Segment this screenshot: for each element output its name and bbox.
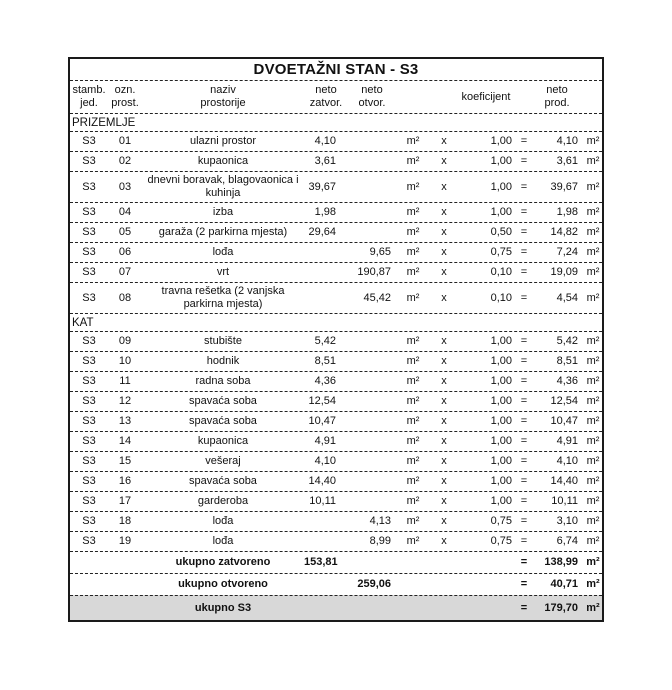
total-label: ukupno S3 (194, 601, 252, 614)
table-row (70, 371, 602, 391)
total-closed-cell (304, 599, 348, 618)
net-sale-cell: 4,36 (556, 375, 578, 387)
times-sign: x (441, 355, 447, 367)
header-row (70, 80, 602, 113)
equals-sign: = (520, 578, 528, 590)
spacer-cell (430, 575, 458, 594)
spacer-cell (458, 599, 514, 618)
code-cell: 16 (118, 475, 132, 487)
table-row (70, 531, 602, 551)
section-label: KAT (72, 316, 94, 329)
net-closed-cell (304, 512, 348, 531)
spacer-cell (396, 575, 430, 594)
net-closed-cell: 5,42 (314, 335, 336, 347)
coefficient-cell: 0,10 (490, 291, 512, 304)
room-name-cell: travna rešetka (2 vanjska parkirna mjesta) (161, 285, 285, 310)
unit-cell: S3 (82, 266, 96, 278)
times-sign: x (441, 206, 447, 218)
header-col-7 (430, 88, 458, 107)
net-open-cell: 45,42 (363, 291, 391, 304)
sq-unit-cell: m² (406, 246, 420, 258)
unit-cell: S3 (82, 180, 96, 193)
total-row (70, 573, 602, 595)
coefficient-cell: 1,00 (490, 180, 512, 193)
sq-unit-cell: m² (586, 495, 600, 507)
code-cell: 18 (118, 515, 132, 527)
header-col-9 (514, 88, 534, 107)
section-row (70, 113, 602, 131)
code-cell: 13 (118, 415, 132, 427)
net-open-cell (348, 152, 396, 171)
coefficient-cell: 0,75 (490, 515, 512, 527)
net-sale-cell: 4,91 (556, 435, 578, 447)
unit-cell: S3 (82, 495, 96, 507)
room-name-cell: lođa (212, 246, 234, 258)
spacer-cell (396, 553, 430, 572)
table-row (70, 431, 602, 451)
times-sign: x (441, 415, 447, 427)
coefficient-cell: 0,10 (490, 266, 512, 278)
net-closed-cell: 12,54 (308, 395, 336, 407)
equals-sign: = (520, 226, 528, 238)
code-cell: 08 (118, 291, 132, 304)
unit-cell: S3 (82, 435, 96, 447)
coefficient-cell: 1,00 (490, 135, 512, 147)
net-closed-cell: 10,47 (308, 415, 336, 427)
sq-unit-cell: m² (406, 155, 420, 167)
net-closed-cell (304, 289, 348, 308)
room-name-cell: lođa (212, 535, 234, 547)
header-col-2 (108, 81, 142, 113)
equals-sign: = (520, 375, 528, 387)
table-row (70, 451, 602, 471)
code-cell: 15 (118, 455, 132, 467)
equals-sign: = (520, 415, 528, 427)
code-cell: 12 (118, 395, 132, 407)
coefficient-cell: 1,00 (490, 335, 512, 347)
unit-cell: S3 (82, 455, 96, 467)
header-line1: neto (361, 84, 383, 96)
room-name-cell: kupaonica (197, 155, 249, 167)
code-cell: 09 (118, 335, 132, 347)
table-row (70, 351, 602, 371)
equals-sign: = (520, 601, 528, 614)
header-line2: jed. (80, 97, 98, 109)
total-open-cell (348, 599, 396, 618)
unit-cell: S3 (82, 155, 96, 167)
header-line1: neto (546, 84, 568, 96)
net-sale-cell: 8,51 (556, 355, 578, 367)
header-col-11 (580, 88, 606, 107)
table-row (70, 391, 602, 411)
times-sign: x (441, 180, 447, 193)
net-closed-cell: 39,67 (308, 180, 336, 193)
room-name-cell: izba (212, 206, 234, 218)
header-line1: neto (315, 84, 337, 96)
equals-sign: = (520, 475, 528, 487)
sq-unit-cell: m² (406, 435, 420, 447)
header-line1: naziv (210, 84, 236, 96)
sq-unit-cell: m² (406, 515, 420, 527)
header-line1: stamb. (72, 84, 106, 96)
sq-unit-cell: m² (586, 135, 600, 147)
header-col-5 (348, 81, 396, 113)
equals-sign: = (520, 291, 528, 304)
unit-cell: S3 (82, 355, 96, 367)
unit-cell: S3 (82, 475, 96, 487)
net-open-cell: 190,87 (357, 266, 391, 278)
area-table (68, 57, 604, 622)
header-line1: ozn. (114, 84, 136, 96)
times-sign: x (441, 475, 447, 487)
header-col-6 (396, 88, 430, 107)
total-label: ukupno otvoreno (178, 578, 268, 590)
net-closed-cell (304, 243, 348, 262)
times-sign: x (441, 155, 447, 167)
equals-sign: = (520, 135, 528, 147)
sq-unit-cell: m² (406, 266, 420, 278)
room-name-cell: lođa (212, 515, 234, 527)
table-title: DVOETAŽNI STAN - S3 (253, 61, 419, 78)
code-cell: 10 (118, 355, 132, 367)
unit-cell: S3 (82, 335, 96, 347)
coefficient-cell: 1,00 (490, 155, 512, 167)
unit-cell: S3 (82, 535, 96, 547)
sq-unit-cell: m² (406, 495, 420, 507)
sq-unit-cell: m² (406, 535, 420, 547)
net-closed-cell: 4,10 (314, 135, 336, 147)
net-closed-cell: 4,10 (314, 455, 336, 467)
equals-sign: = (520, 180, 528, 193)
header-col-4 (304, 81, 348, 113)
net-closed-cell: 3,61 (314, 155, 336, 167)
times-sign: x (441, 135, 447, 147)
table-row (70, 151, 602, 171)
net-open-cell (348, 472, 396, 491)
room-name-cell: spavaća soba (189, 475, 257, 487)
code-cell: 07 (118, 266, 132, 278)
net-sale-cell: 10,47 (550, 415, 578, 427)
times-sign: x (441, 246, 447, 258)
times-sign: x (441, 435, 447, 447)
sq-unit-cell: m² (586, 515, 600, 527)
times-sign: x (441, 535, 447, 547)
equals-sign: = (520, 206, 528, 218)
net-open-cell (348, 132, 396, 151)
table-row (70, 411, 602, 431)
room-name-cell: hodnik (206, 355, 240, 367)
total-open-cell: 259,06 (357, 578, 391, 590)
coefficient-cell: 0,75 (490, 246, 512, 258)
coefficient-cell: 1,00 (490, 475, 512, 487)
sq-unit-cell: m² (586, 435, 600, 447)
sq-unit-cell: m² (586, 266, 600, 278)
total-row (70, 551, 602, 573)
net-open-cell (348, 372, 396, 391)
header-col-1 (70, 81, 108, 113)
total-value-cell: 138,99 (544, 556, 578, 568)
sq-unit-cell: m² (406, 355, 420, 367)
net-sale-cell: 3,61 (556, 155, 578, 167)
net-open-cell: 9,65 (369, 246, 391, 258)
header-line2: otvor. (358, 97, 386, 109)
code-cell: 01 (118, 135, 132, 147)
net-open-cell (348, 392, 396, 411)
sq-unit-cell: m² (406, 415, 420, 427)
section-row (70, 313, 602, 331)
sq-unit-cell: m² (586, 455, 600, 467)
coefficient-cell: 1,00 (490, 495, 512, 507)
code-cell: 14 (118, 435, 132, 447)
room-name-cell: vrt (216, 266, 230, 278)
equals-sign: = (520, 515, 528, 527)
coefficient-cell: 1,00 (490, 455, 512, 467)
total-open-cell (348, 553, 396, 572)
coefficient-cell: 1,00 (490, 395, 512, 407)
spacer-cell (430, 553, 458, 572)
net-sale-cell: 7,24 (556, 246, 578, 258)
total-label: ukupno zatvoreno (175, 556, 271, 568)
total-row (70, 595, 602, 620)
times-sign: x (441, 291, 447, 304)
total-value-cell: 179,70 (544, 601, 578, 614)
net-sale-cell: 14,40 (550, 475, 578, 487)
code-cell: 19 (118, 535, 132, 547)
times-sign: x (441, 226, 447, 238)
net-sale-cell: 4,10 (556, 455, 578, 467)
coefficient-cell: 0,75 (490, 535, 512, 547)
sq-unit-cell: m² (586, 335, 600, 347)
net-closed-cell: 10,11 (309, 495, 336, 507)
net-sale-cell: 19,09 (550, 266, 578, 278)
sq-unit-cell: m² (586, 415, 600, 427)
net-open-cell: 8,99 (369, 535, 391, 547)
room-name-cell: garaža (2 parkirna mjesta) (158, 226, 288, 238)
table-row (70, 331, 602, 351)
sq-unit-cell: m² (586, 155, 600, 167)
equals-sign: = (520, 355, 528, 367)
header-line2: prost. (111, 97, 139, 109)
header-line2: koeficijent (461, 90, 511, 103)
sq-unit-cell: m² (406, 395, 420, 407)
net-open-cell (348, 332, 396, 351)
unit-cell: S3 (82, 291, 96, 304)
unit-cell: S3 (82, 375, 96, 387)
net-sale-cell: 1,98 (556, 206, 578, 218)
net-sale-cell: 6,74 (556, 535, 578, 547)
sq-unit-cell: m² (406, 206, 420, 218)
sq-unit-cell: m² (406, 375, 420, 387)
times-sign: x (441, 515, 447, 527)
net-closed-cell: 4,91 (314, 435, 336, 447)
net-sale-cell: 4,10 (556, 135, 578, 147)
coefficient-cell: 1,00 (490, 206, 512, 218)
total-closed-cell: 153,81 (304, 556, 338, 568)
times-sign: x (441, 266, 447, 278)
code-cell: 03 (118, 180, 132, 193)
room-name-cell: spavaća soba (189, 395, 257, 407)
net-open-cell (348, 223, 396, 242)
room-name-cell: garderoba (197, 495, 249, 507)
times-sign: x (441, 375, 447, 387)
code-cell: 02 (118, 155, 132, 167)
table-row (70, 282, 602, 313)
coefficient-cell: 1,00 (490, 415, 512, 427)
sq-unit-cell: m² (406, 291, 420, 304)
table-row (70, 262, 602, 282)
net-sale-cell: 4,54 (556, 291, 578, 304)
equals-sign: = (520, 556, 528, 568)
room-name-cell: kupaonica (197, 435, 249, 447)
net-open-cell (348, 178, 396, 197)
times-sign: x (441, 455, 447, 467)
sq-unit-cell: m² (586, 355, 600, 367)
table-row (70, 202, 602, 222)
unit-cell: S3 (82, 226, 96, 238)
code-cell: 11 (119, 375, 131, 387)
table-row (70, 171, 602, 202)
net-sale-cell: 5,42 (556, 335, 578, 347)
table-row (70, 242, 602, 262)
spacer-cell (458, 553, 514, 572)
sq-unit-cell: m² (406, 180, 420, 193)
room-name-cell: vešeraj (205, 455, 241, 467)
spacer-cell (430, 599, 458, 618)
net-sale-cell: 3,10 (556, 515, 578, 527)
sq-unit-cell: m² (586, 475, 600, 487)
net-open-cell: 4,13 (369, 515, 391, 527)
code-cell: 05 (118, 226, 132, 238)
sq-unit-cell: m² (406, 475, 420, 487)
sq-unit-cell: m² (586, 226, 600, 238)
room-name-cell: spavaća soba (189, 415, 257, 427)
header-col-8 (458, 88, 514, 107)
unit-cell: S3 (82, 395, 96, 407)
coefficient-cell: 0,50 (490, 226, 512, 238)
header-col-3 (142, 81, 304, 113)
header-line2: prostorije (200, 97, 246, 109)
code-cell: 04 (118, 206, 132, 218)
sq-unit-cell: m² (586, 601, 600, 614)
equals-sign: = (520, 435, 528, 447)
sq-unit-cell: m² (586, 556, 600, 568)
unit-cell: S3 (82, 135, 96, 147)
net-closed-cell: 1,98 (314, 206, 336, 218)
sq-unit-cell: m² (586, 206, 600, 218)
sq-unit-cell: m² (406, 135, 420, 147)
header-line2: zatvor. (309, 97, 343, 109)
net-closed-cell (304, 532, 348, 551)
table-row (70, 511, 602, 531)
times-sign: x (441, 335, 447, 347)
total-closed-cell (304, 575, 348, 594)
sq-unit-cell: m² (586, 578, 600, 590)
equals-sign: = (520, 266, 528, 278)
net-open-cell (348, 203, 396, 222)
coefficient-cell: 1,00 (490, 355, 512, 367)
net-closed-cell: 29,64 (308, 226, 336, 238)
header-col-10 (534, 81, 580, 113)
net-sale-cell: 39,67 (550, 180, 578, 193)
equals-sign: = (520, 335, 528, 347)
unit-cell: S3 (82, 515, 96, 527)
sq-unit-cell: m² (406, 335, 420, 347)
code-cell: 06 (118, 246, 132, 258)
table-row (70, 222, 602, 242)
net-closed-cell: 14,40 (308, 475, 336, 487)
net-open-cell (348, 412, 396, 431)
room-name-cell: stubište (204, 335, 242, 347)
table-row (70, 471, 602, 491)
unit-cell: S3 (82, 415, 96, 427)
room-name-cell: radna soba (195, 375, 251, 387)
times-sign: x (441, 395, 447, 407)
net-closed-cell: 8,51 (314, 355, 336, 367)
net-open-cell (348, 352, 396, 371)
room-name-cell: ulazni prostor (189, 135, 257, 147)
total-value-cell: 40,71 (550, 578, 578, 590)
code-cell: 17 (118, 495, 132, 507)
sq-unit-cell: m² (586, 180, 600, 193)
sq-unit-cell: m² (406, 455, 420, 467)
net-sale-cell: 10,11 (551, 495, 578, 507)
net-open-cell (348, 452, 396, 471)
net-sale-cell: 14,82 (550, 226, 578, 238)
coefficient-cell: 1,00 (490, 435, 512, 447)
sq-unit-cell: m² (406, 226, 420, 238)
equals-sign: = (520, 495, 528, 507)
sq-unit-cell: m² (586, 535, 600, 547)
net-closed-cell: 4,36 (314, 375, 336, 387)
net-open-cell (348, 492, 396, 511)
net-closed-cell (304, 263, 348, 282)
net-sale-cell: 12,54 (550, 395, 578, 407)
unit-cell: S3 (82, 206, 96, 218)
equals-sign: = (520, 395, 528, 407)
spacer-cell (396, 599, 430, 618)
net-open-cell (348, 432, 396, 451)
equals-sign: = (520, 455, 528, 467)
table-row (70, 131, 602, 151)
table-body (70, 113, 602, 620)
sq-unit-cell: m² (586, 375, 600, 387)
sq-unit-cell: m² (586, 291, 600, 304)
room-name-cell: dnevni boravak, blagovaonica i kuhinja (147, 174, 299, 199)
sq-unit-cell: m² (586, 395, 600, 407)
header-line2: prod. (544, 97, 570, 109)
unit-cell: S3 (82, 246, 96, 258)
coefficient-cell: 1,00 (490, 375, 512, 387)
sq-unit-cell: m² (586, 246, 600, 258)
equals-sign: = (520, 246, 528, 258)
section-label: PRIZEMLJE (72, 116, 136, 129)
table-row (70, 491, 602, 511)
times-sign: x (441, 495, 447, 507)
spacer-cell (458, 575, 514, 594)
equals-sign: = (520, 535, 528, 547)
equals-sign: = (520, 155, 528, 167)
